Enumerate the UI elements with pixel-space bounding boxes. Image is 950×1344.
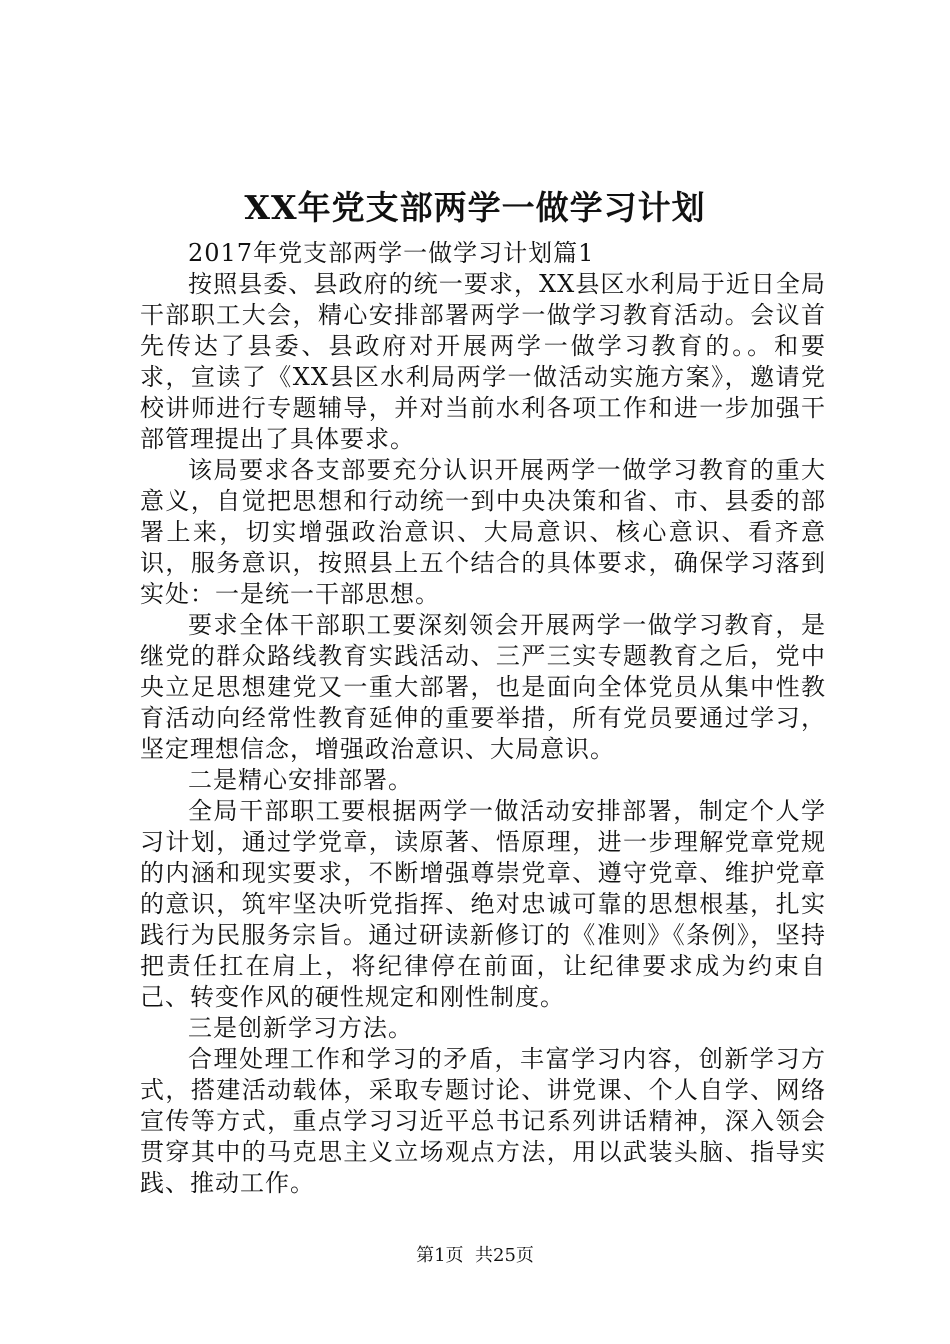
paragraph: 要求全体干部职工要深刻领会开展两学一做学习教育，是继党的群众路线教育实践活动、三严三实专题教育之后，党中央立足思想建党又一重大部署，也是面向全体党员从集中性教育活动向经常性教育延伸的重要举措，所有党员要通过学习，坚定理想信念，增强政治意识、大局意识。 <box>140 611 826 763</box>
page-total: 共25页 <box>475 1245 534 1266</box>
paragraph-subtitle: 2017年党支部两学一做学习计划篇1 <box>188 239 595 267</box>
page-number: 第1页 <box>416 1245 464 1266</box>
paragraph: 该局要求各支部要充分认识开展两学一做学习教育的重大意义，自觉把思想和行动统一到中央决策和省、市、县委的部署上来，切实增强政治意识、大局意识、核心意识、看齐意识，服务意识，按照县上五个结合的具体要求，确保学习落到实处：一是统一干部思想。 <box>140 456 826 608</box>
document-body <box>140 238 826 1199</box>
section-heading: 三是创新学习方法。 <box>188 1014 413 1042</box>
page-footer <box>0 1244 950 1268</box>
paragraph: 全局干部职工要根据两学一做活动安排部署，制定个人学习计划，通过学党章，读原著、悟原理，进一步理解党章党规的内涵和现实要求，不断增强尊崇党章、遵守党章、维护党章的意识，筑牢坚决听党指挥、绝对忠诚可靠的思想根基，扎实践行为民服务宗旨。通过研读新修订的《准则》《条例》，坚持把责任扛在肩上，将纪律停在前面，让纪律要求成为约束自己、转变作风的硬性规定和刚性制度。 <box>140 797 826 1011</box>
section-heading: 二是精心安排部署。 <box>188 766 413 794</box>
document-title: XX年党支部两学一做学习计划 <box>244 188 706 227</box>
paragraph: 合理处理工作和学习的矛盾，丰富学习内容，创新学习方式，搭建活动载体，采取专题讨论、讲党课、个人自学、网络宣传等方式，重点学习习近平总书记系列讲话精神，深入领会贯穿其中的马克思主义立场观点方法，用以武装头脑、指导实践、推动工作。 <box>140 1045 826 1197</box>
paragraph: 按照县委、县政府的统一要求，XX县区水利局于近日全局干部职工大会，精心安排部署两学一做学习教育活动。会议首先传达了县委、县政府对开展两学一做学习教育的。。和要求，宣读了《XX县区水利局两学一做活动实施方案》，邀请党校讲师进行专题辅导，并对当前水利各项工作和进一步加强干部管理提出了具体要求。 <box>140 270 826 453</box>
